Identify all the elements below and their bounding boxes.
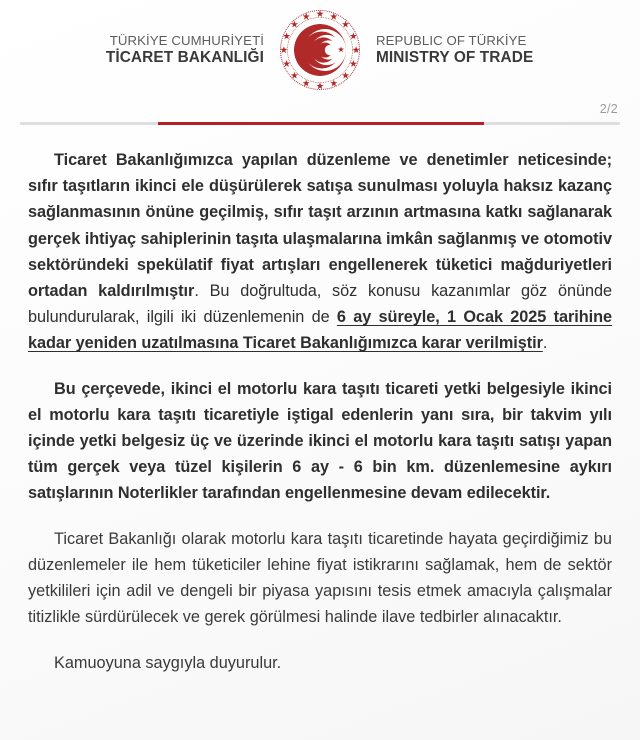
header-turkish-line1: TÜRKİYE CUMHURİYETİ [109,33,264,49]
closing-statement: Kamuoyuna saygıyla duyurulur. [54,654,282,673]
paragraph-2: Bu çerçevede, ikinci el motorlu kara taşıtı ticareti yetki belgesiyle ikinci el motorlu kara taşıtı ticaretiyle iştigal edenlerin yanı sıra, bir takvim yılı içinde yetki belgesiz üç ve üzerinde ikinci el motorlu kara taşıtı satışı yapan tüm gerçek veya tüzel kişilerin 6 ay - 6 bin km. düzenlemesine aykırı satışlarının Noterlikler tarafından engellenmesine devam edilecektir. [28,379,612,503]
document-header [0,0,640,100]
paragraph-3: Ticaret Bakanlığı olarak motorlu kara taşıtı ticaretinde hayata geçirdiğimiz bu düzenlemeler ile hem tüketiciler lehine fiyat istikrarını sağlamak, hem de sektör yetkilileri için adil ve dengeli bir piyasa yapısını tesis etmek amacıyla çalışmalar titizlikle sürdürülecek ve gerek görülmesi halinde ilave tedbirler alınacaktır. [28,529,612,627]
page-number: 2/2 [599,102,618,116]
header-english-line1: REPUBLIC OF TÜRKİYE [376,33,527,49]
header-english-title [376,33,581,66]
divider-segment-left [20,122,158,125]
header-divider [20,122,620,125]
header-turkish-title [59,33,264,66]
divider-segment-right [484,122,620,125]
paragraph-1-end-text: . [542,334,548,353]
paragraph-1-bold-text: Ticaret Bakanlığımızca yapılan düzenleme ve denetimler neticesinde; sıfır taşıtların ikinci ele düşürülerek satışa sunulması yoluyla haksız kazanç sağlanmasının önüne geçilmiş, sıfır taşıt arzının artmasına katkı sağlanarak gerçek ihtiyaç sahiplerinin taşıta ulaşmalarına imkân sağlanmış ve otomotiv sektöründeki spekülatif fiyat artışları engellenerek tüketici mağduriyetleri ortadan kaldırılmıştır [28,151,612,301]
divider-segment-accent [158,122,484,125]
document-body [0,125,640,677]
page-number-row [0,100,640,116]
paragraph-1-regular-text: . Bu doğrultuda, söz konusu kazanımlar göz önünde bulundurularak, ilgili iki düzenlemenin de [28,282,612,327]
header-turkish-line2: TİCARET BAKANLIĞI [105,48,264,66]
paragraph-1 [28,147,612,357]
header-english-line2: MINISTRY OF TRADE [376,48,534,66]
paragraph-1-underlined-text: 6 ay süreyle, 1 Ocak 2025 tarihine kadar yeniden uzatılmasına Ticaret Bakanlığımızca karar verilmiştir [28,308,612,353]
turkish-ministry-of-trade-emblem-icon [278,8,362,92]
